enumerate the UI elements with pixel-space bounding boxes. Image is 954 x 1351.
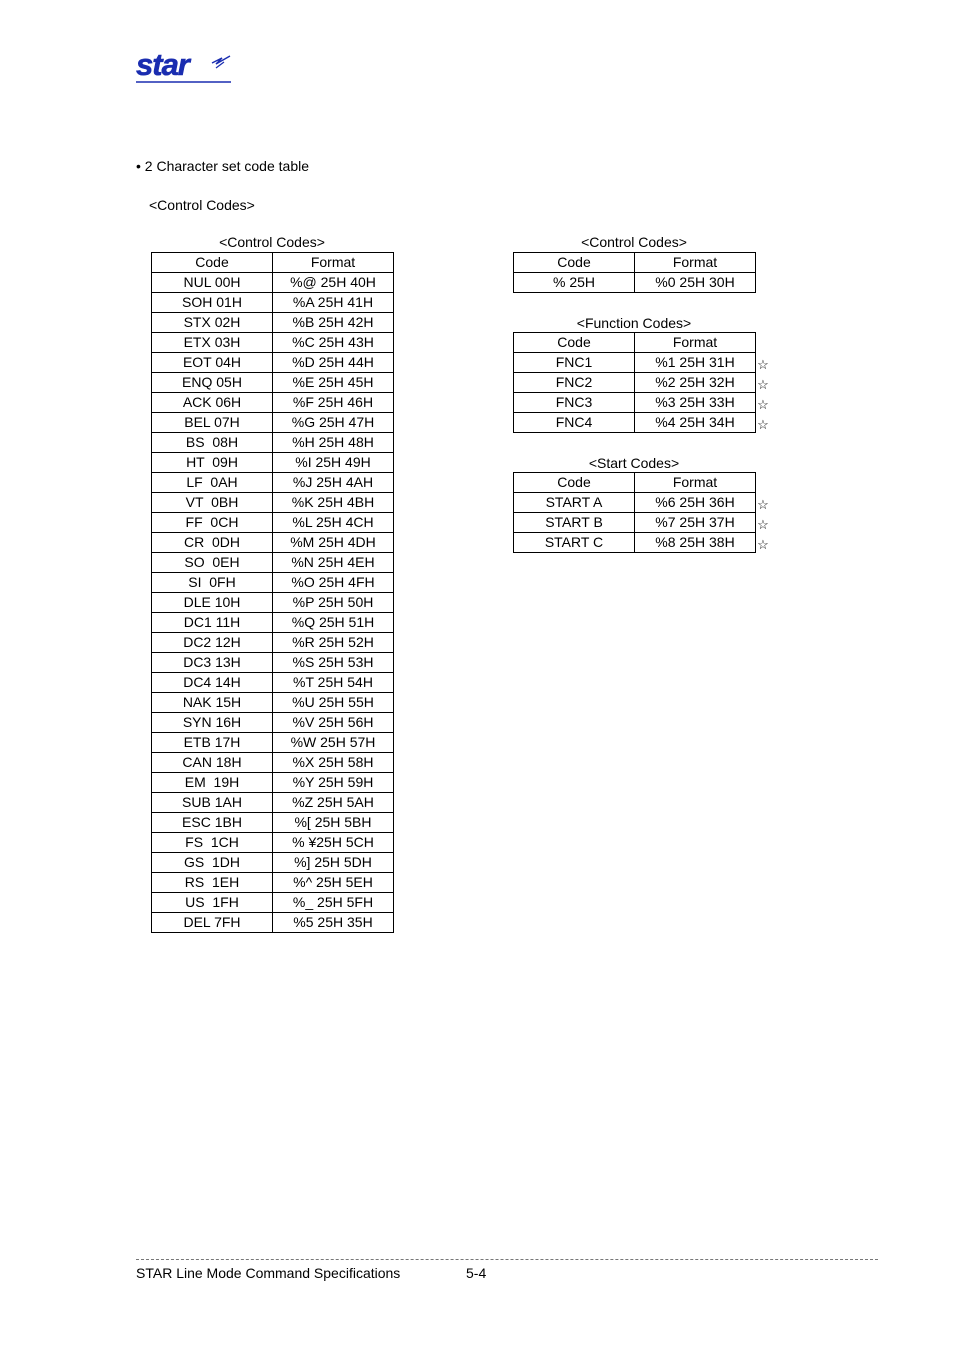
table-header-row <box>152 253 394 273</box>
code-cell: FNC3 <box>514 393 635 413</box>
table-row <box>152 713 394 733</box>
code-cell: ESC 1BH <box>152 813 273 833</box>
format-cell: %R 25H 52H <box>273 633 394 653</box>
format-cell: %[ 25H 5BH <box>273 813 394 833</box>
code-cell: CAN 18H <box>152 753 273 773</box>
code-cell: Code <box>152 253 273 273</box>
code-cell: SOH 01H <box>152 293 273 313</box>
control-codes-left-table <box>151 252 394 933</box>
code-cell: ENQ 05H <box>152 373 273 393</box>
table-row <box>152 373 394 393</box>
format-cell: %H 25H 48H <box>273 433 394 453</box>
table-row <box>152 733 394 753</box>
function-codes-caption: <Function Codes> <box>576 315 692 331</box>
control-codes-right-table <box>513 252 756 293</box>
code-cell: SO 0EH <box>152 553 273 573</box>
table-row <box>152 593 394 613</box>
star-logo <box>136 50 232 84</box>
code-cell: ACK 06H <box>152 393 273 413</box>
star-marker-icon: ☆ <box>757 397 769 412</box>
star-marker-icon: ☆ <box>757 357 769 372</box>
section-bullet-title: • 2 Character set code table <box>136 158 309 174</box>
format-cell: %8 25H 38H <box>635 533 756 553</box>
code-cell: ETX 03H <box>152 333 273 353</box>
table-row <box>152 413 394 433</box>
star-logo-graphic <box>136 50 232 84</box>
format-cell: Format <box>635 253 756 273</box>
table-row <box>152 833 394 853</box>
code-cell: START A <box>514 493 635 513</box>
footer-title: STAR Line Mode Command Specifications <box>136 1265 401 1281</box>
format-cell: Format <box>635 473 756 493</box>
code-cell: BS 08H <box>152 433 273 453</box>
table-row <box>514 373 756 393</box>
table-row <box>514 513 756 533</box>
table-row <box>152 393 394 413</box>
table-row <box>514 533 756 553</box>
table-row <box>152 633 394 653</box>
code-cell: SUB 1AH <box>152 793 273 813</box>
code-cell: DC2 12H <box>152 633 273 653</box>
table-row <box>152 433 394 453</box>
table-row <box>152 513 394 533</box>
format-cell: %M 25H 4DH <box>273 533 394 553</box>
format-cell: %E 25H 45H <box>273 373 394 393</box>
format-cell: %S 25H 53H <box>273 653 394 673</box>
format-cell: %I 25H 49H <box>273 453 394 473</box>
table-row <box>152 533 394 553</box>
code-cell: US 1FH <box>152 893 273 913</box>
table-row <box>152 313 394 333</box>
code-cell: DC1 11H <box>152 613 273 633</box>
star-marker-icon: ☆ <box>757 497 769 512</box>
code-cell: CR 0DH <box>152 533 273 553</box>
table-row <box>152 813 394 833</box>
function-codes-markers <box>756 352 770 432</box>
code-cell: DLE 10H <box>152 593 273 613</box>
code-cell: FNC2 <box>514 373 635 393</box>
code-cell: Code <box>514 333 635 353</box>
code-cell: FNC1 <box>514 353 635 373</box>
code-cell: EM 19H <box>152 773 273 793</box>
section-subheading: <Control Codes> <box>149 197 255 213</box>
format-cell: %C 25H 43H <box>273 333 394 353</box>
code-cell: HT 09H <box>152 453 273 473</box>
code-cell: FF 0CH <box>152 513 273 533</box>
code-cell: BEL 07H <box>152 413 273 433</box>
format-cell: %6 25H 36H <box>635 493 756 513</box>
table-row <box>152 753 394 773</box>
table-row <box>514 413 756 433</box>
table-row <box>152 553 394 573</box>
format-cell: %G 25H 47H <box>273 413 394 433</box>
code-cell: VT 0BH <box>152 493 273 513</box>
code-cell: FNC4 <box>514 413 635 433</box>
format-cell: % ¥25H 5CH <box>273 833 394 853</box>
format-cell: %3 25H 33H <box>635 393 756 413</box>
code-cell: DC4 14H <box>152 673 273 693</box>
format-cell: %@ 25H 40H <box>273 273 394 293</box>
code-cell: START C <box>514 533 635 553</box>
format-cell: %Y 25H 59H <box>273 773 394 793</box>
table-row <box>152 693 394 713</box>
code-cell: DC3 13H <box>152 653 273 673</box>
table-row <box>514 493 756 513</box>
format-cell: %_ 25H 5FH <box>273 893 394 913</box>
format-cell: %L 25H 4CH <box>273 513 394 533</box>
table-row <box>152 473 394 493</box>
table-row <box>152 793 394 813</box>
footer-page-number: 5-4 <box>466 1265 487 1281</box>
format-cell: %2 25H 32H <box>635 373 756 393</box>
code-cell: SYN 16H <box>152 713 273 733</box>
table-row <box>152 873 394 893</box>
table-row <box>152 573 394 593</box>
table-row <box>152 353 394 373</box>
star-marker-icon: ☆ <box>757 537 769 552</box>
code-cell: NUL 00H <box>152 273 273 293</box>
table-row <box>152 893 394 913</box>
table-row <box>152 293 394 313</box>
format-cell: %1 25H 31H <box>635 353 756 373</box>
format-cell: %U 25H 55H <box>273 693 394 713</box>
format-cell: %5 25H 35H <box>273 913 394 933</box>
format-cell: %P 25H 50H <box>273 593 394 613</box>
format-cell: %B 25H 42H <box>273 313 394 333</box>
code-cell: % 25H <box>514 273 635 293</box>
table-row <box>152 773 394 793</box>
footer-rule <box>136 1259 878 1260</box>
code-cell: START B <box>514 513 635 533</box>
start-codes-markers <box>756 492 770 552</box>
table-row <box>152 493 394 513</box>
table-header-row <box>514 253 756 273</box>
code-cell: Code <box>514 473 635 493</box>
code-cell: Code <box>514 253 635 273</box>
table-row <box>152 853 394 873</box>
table-header-row <box>514 333 756 353</box>
format-cell: %O 25H 4FH <box>273 573 394 593</box>
star-marker-icon: ☆ <box>757 417 769 432</box>
code-cell: STX 02H <box>152 313 273 333</box>
code-cell: SI 0FH <box>152 573 273 593</box>
format-cell: %F 25H 46H <box>273 393 394 413</box>
code-cell: GS 1DH <box>152 853 273 873</box>
star-marker-icon: ☆ <box>757 517 769 532</box>
code-cell: ETB 17H <box>152 733 273 753</box>
code-cell: LF 0AH <box>152 473 273 493</box>
table-row <box>514 353 756 373</box>
table-row <box>152 453 394 473</box>
table-row <box>152 673 394 693</box>
format-cell: %V 25H 56H <box>273 713 394 733</box>
format-cell: %J 25H 4AH <box>273 473 394 493</box>
format-cell: %] 25H 5DH <box>273 853 394 873</box>
code-cell: DEL 7FH <box>152 913 273 933</box>
code-cell: EOT 04H <box>152 353 273 373</box>
format-cell: Format <box>273 253 394 273</box>
format-cell: %4 25H 34H <box>635 413 756 433</box>
code-cell: FS 1CH <box>152 833 273 853</box>
format-cell: %A 25H 41H <box>273 293 394 313</box>
table-row <box>152 333 394 353</box>
table-row <box>152 913 394 933</box>
table-row <box>152 273 394 293</box>
format-cell: %0 25H 30H <box>635 273 756 293</box>
control-codes-left-caption: <Control Codes> <box>219 234 325 250</box>
table-row <box>152 613 394 633</box>
format-cell: %D 25H 44H <box>273 353 394 373</box>
star-marker-icon: ☆ <box>757 377 769 392</box>
code-cell: NAK 15H <box>152 693 273 713</box>
function-codes-table <box>513 332 756 433</box>
svg-text:star: star <box>136 50 189 82</box>
table-row <box>514 273 756 293</box>
table-row <box>152 653 394 673</box>
format-cell: %X 25H 58H <box>273 753 394 773</box>
code-cell: RS 1EH <box>152 873 273 893</box>
format-cell: Format <box>635 333 756 353</box>
control-codes-right-caption: <Control Codes> <box>581 234 687 250</box>
start-codes-table <box>513 472 756 553</box>
format-cell: %W 25H 57H <box>273 733 394 753</box>
format-cell: %K 25H 4BH <box>273 493 394 513</box>
table-row <box>514 393 756 413</box>
format-cell: %^ 25H 5EH <box>273 873 394 893</box>
format-cell: %Z 25H 5AH <box>273 793 394 813</box>
start-codes-caption: <Start Codes> <box>588 455 680 471</box>
format-cell: %N 25H 4EH <box>273 553 394 573</box>
format-cell: %T 25H 54H <box>273 673 394 693</box>
format-cell: %7 25H 37H <box>635 513 756 533</box>
format-cell: %Q 25H 51H <box>273 613 394 633</box>
table-header-row <box>514 473 756 493</box>
